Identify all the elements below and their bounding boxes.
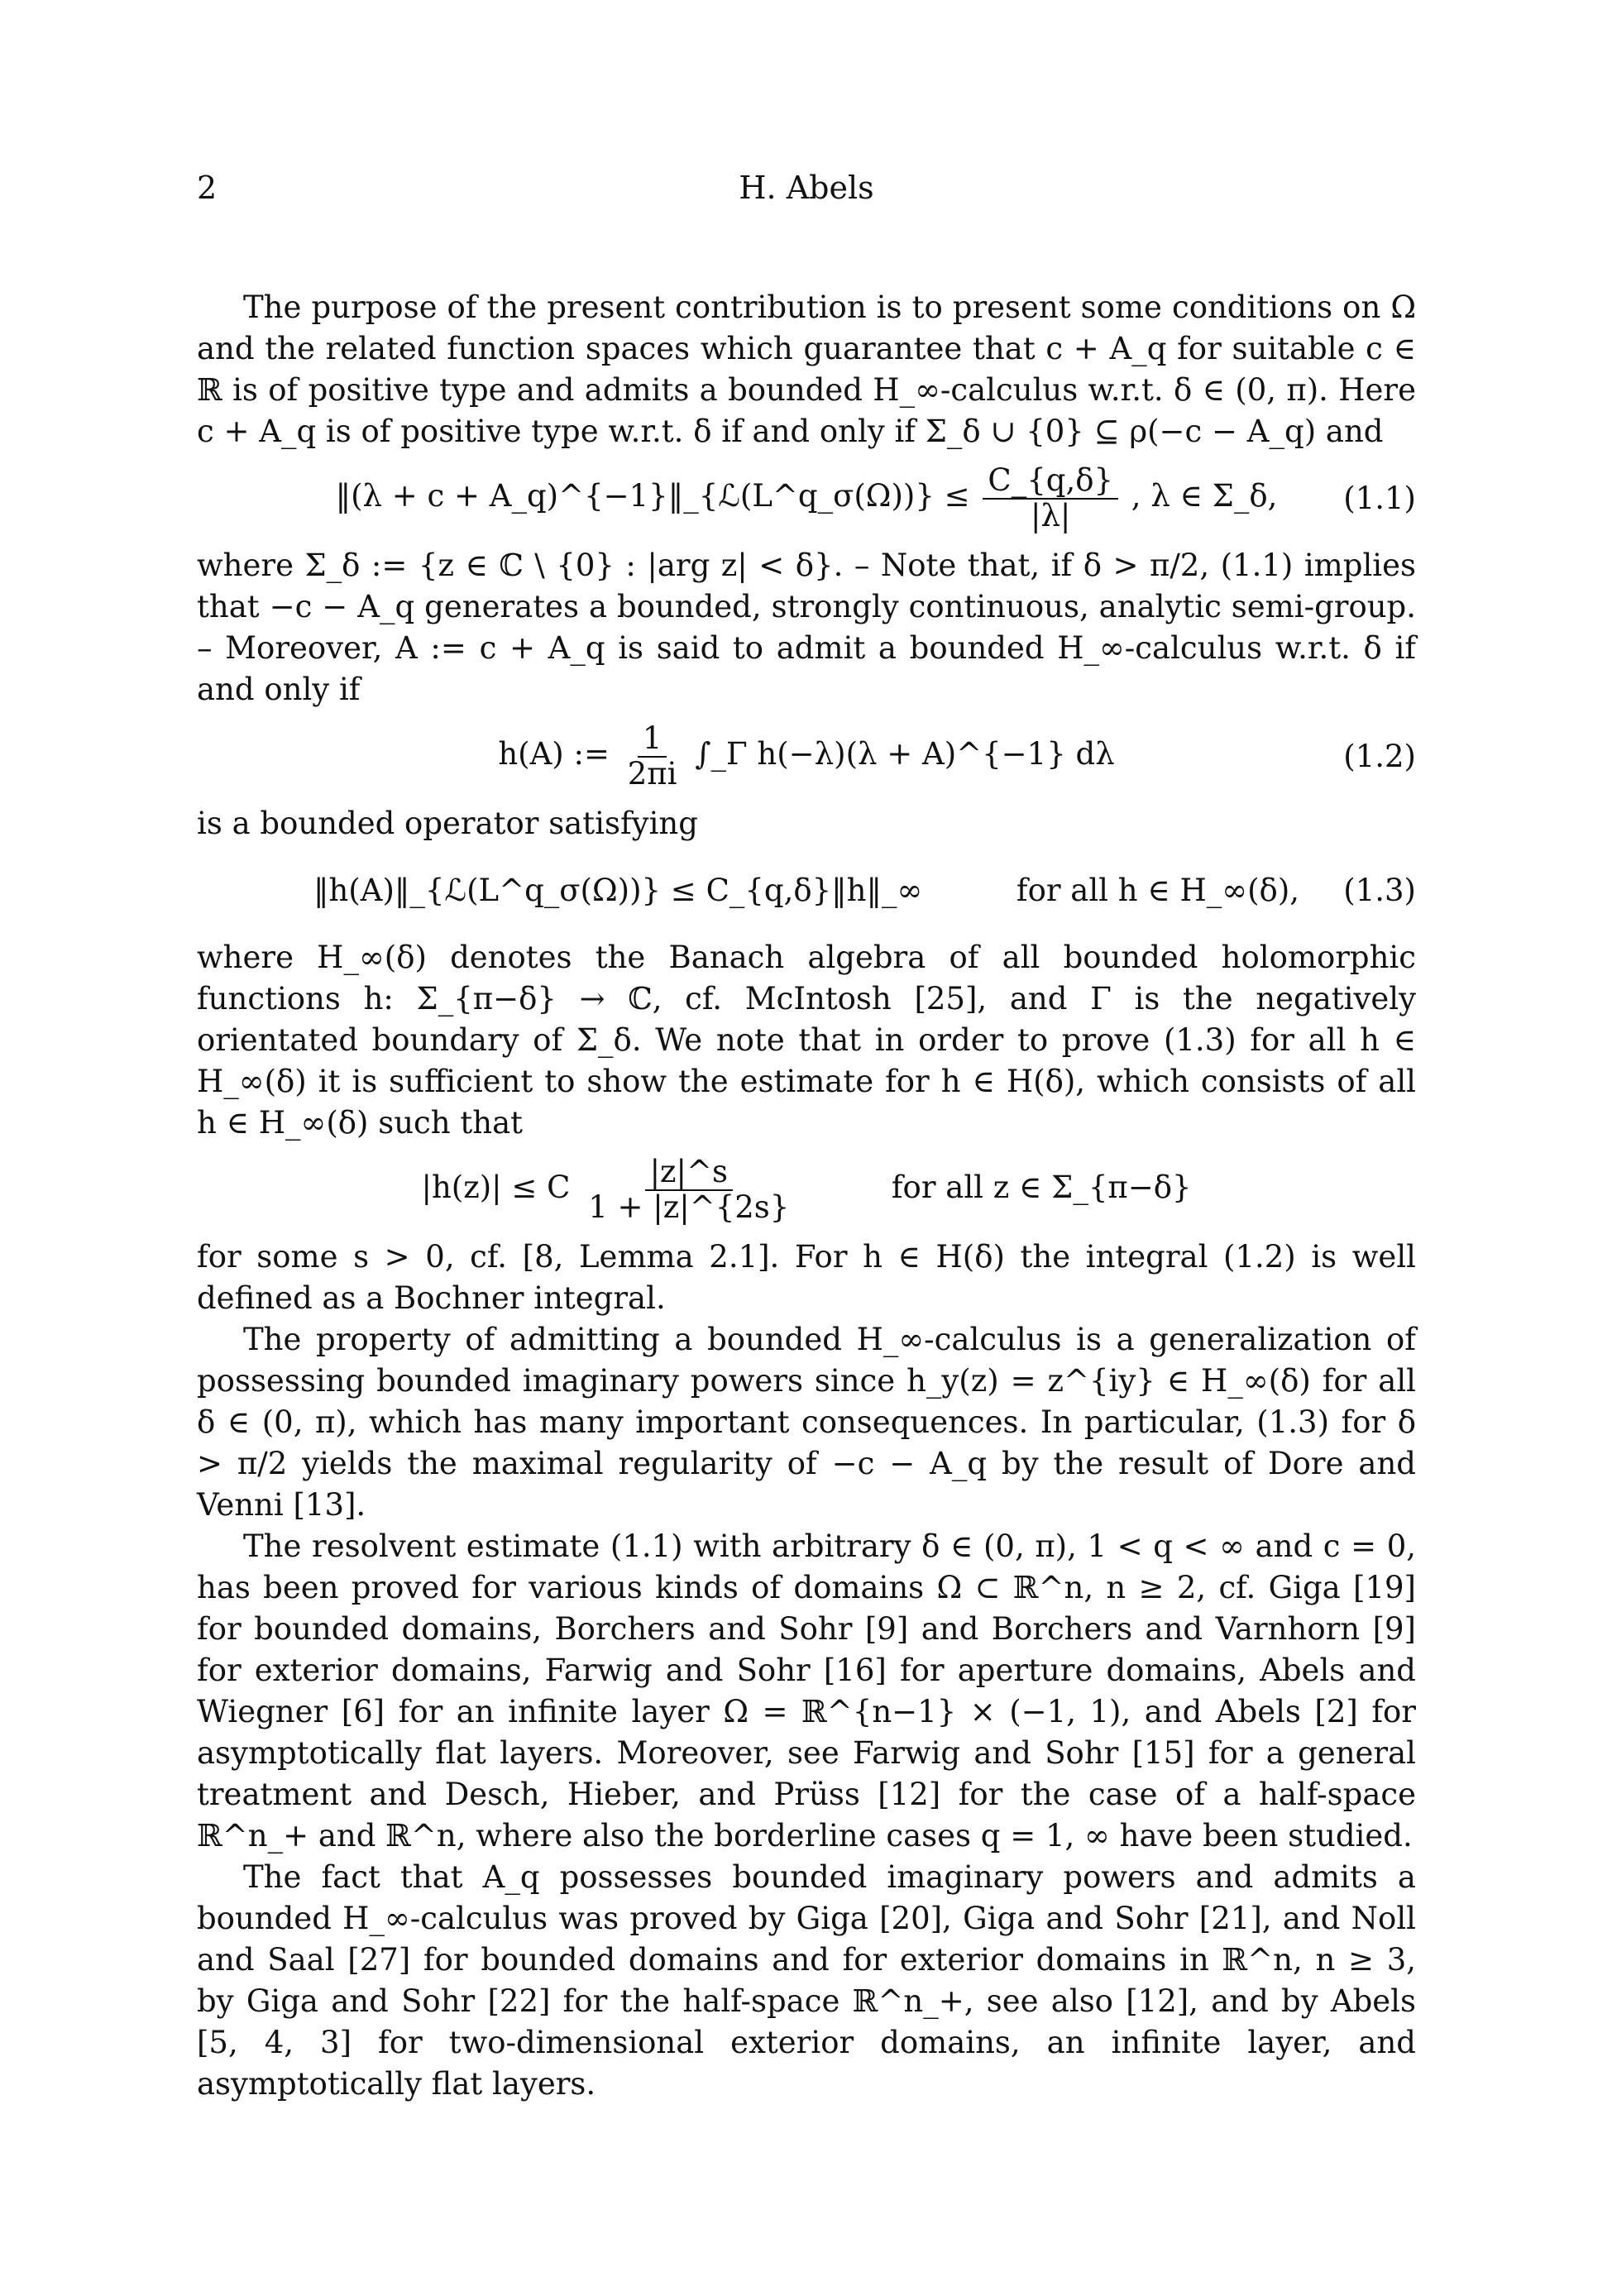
page-header [197, 170, 1416, 222]
running-head: H. Abels [739, 170, 874, 206]
paper-body [197, 287, 1416, 2105]
paragraph: The property of admitting a bounded H_∞-calculus is a generalization of possessing bounded imaginary powers since h_y(z) = z^{iy} ∈ H_∞(δ) for all δ ∈ (0, π), which has many important consequences. In particular, (1.3) for δ > π/2 yields the maximal regularity of −c − A_q by the result of Dore and Venni [13]. [197, 1322, 1416, 1523]
equation-unnumbered [197, 1144, 1416, 1236]
equation-1-2 [197, 710, 1416, 803]
paragraph: The purpose of the present contribution is to present some conditions on Ω and the related function spaces which guarantee that c + A_q for suitable c ∈ ℝ is of positive type and admits a bounded H_∞-calculus w.r.t. δ ∈ (0, π). Here c + A_q is of positive type w.r.t. δ if and only if Σ_δ ∪ {0} ⊆ ρ(−c − A_q) and [197, 289, 1416, 449]
eq2-frac-denominator: 2πi [627, 756, 677, 792]
eq4-condition: for all z ∈ Σ_{π−δ} [891, 1170, 1192, 1206]
equation-1-1 [197, 452, 1416, 545]
eq2-rhs: h(−λ)(λ + A)^{−1} dλ [757, 736, 1115, 773]
paragraph: where H_∞(δ) denotes the Banach algebra of all bounded holomorphic functions h: Σ_{π−δ} → ℂ, cf. McIntosh [25], and Γ is the negatively orientated boundary of Σ_δ. We note that in order to prove (1.3) for all h ∈ H_∞(δ) it is sufficient to show the estimate for h ∈ H(δ), which consists of all h ∈ H_∞(δ) such that [197, 940, 1416, 1141]
eq1-lhs: ‖(λ + c + A_q)^{−1}‖_{ℒ(L^q_σ(Ω))} ≤ [335, 478, 970, 514]
equation-number: (1.2) [1343, 739, 1416, 774]
eq1-fraction [983, 464, 1118, 533]
paragraph: is a bounded operator satisfying [197, 806, 698, 841]
paragraph: for some s > 0, cf. [8, Lemma 2.1]. For h ∈ H(δ) the integral (1.2) is well defined as a Bochner integral. [197, 1239, 1416, 1316]
eq2-fraction [623, 722, 682, 791]
paragraph: The fact that A_q possesses bounded imaginary powers and admits a bounded H_∞-calculus was proved by Giga [20], Giga and Sohr [21], and Noll and Saal [27] for bounded domains and for exterior domains in ℝ^n, n ≥ 3, by Giga and Sohr [22] for the half-space ℝ^n_+, see also [12], and by Abels [5, 4, 3] for two-dimensional exterior domains, an infinite layer, and asymptotically flat layers. [197, 1859, 1416, 2102]
eq1-frac-denominator: |λ| [1031, 498, 1071, 533]
integral-sign: ∫_Γ [695, 736, 748, 773]
paper-page [197, 170, 1416, 2105]
page-number: 2 [197, 170, 218, 206]
eq4-frac-numerator: |z|^s [645, 1155, 733, 1191]
paragraph: The resolvent estimate (1.1) with arbitrary δ ∈ (0, π), 1 < q < ∞ and c = 0, has been proved for various kinds of domains Ω ⊂ ℝ^n, n ≥ 2, cf. Giga [19] for bounded domains, Borchers and Sohr [9] and Borchers and Varnhorn [9] for exterior domains, Farwig and Sohr [16] for aperture domains, Abels and Wiegner [6] for an infinite layer Ω = ℝ^{n−1} × (−1, 1), and Abels [2] for asymptotically flat layers. Moreover, see Farwig and Sohr [15] for a general treatment and Desch, Hieber, and Prüss [12] for the case of a half-space ℝ^n_+ and ℝ^n, where also the borderline cases q = 1, ∞ have been studied. [197, 1528, 1416, 1854]
eq2-lhs: h(A) := [498, 736, 610, 773]
equation-number: (1.3) [1343, 873, 1416, 908]
eq4-fraction [583, 1155, 794, 1224]
paragraph: where Σ_δ := {z ∈ ℂ \ {0} : |arg z| < δ}. – Note that, if δ > π/2, (1.1) implies that −c − A_q generates a bounded, strongly continuous, analytic semi-group. – Moreover, A := c + A_q is said to admit a bounded H_∞-calculus w.r.t. δ if and only if [197, 548, 1416, 707]
equation-1-3 [197, 844, 1416, 937]
eq3-condition: for all h ∈ H_∞(δ), [1016, 873, 1300, 908]
eq1-frac-numerator: C_{q,δ} [983, 464, 1118, 500]
eq4-lhs: |h(z)| ≤ C [421, 1170, 571, 1206]
eq2-frac-numerator: 1 [638, 722, 667, 758]
equation-number: (1.1) [1343, 481, 1416, 516]
eq1-condition: , λ ∈ Σ_δ, [1131, 478, 1278, 514]
eq3-lhs: ‖h(A)‖_{ℒ(L^q_σ(Ω))} ≤ C_{q,δ}‖h‖_∞ [313, 873, 923, 908]
eq4-frac-denominator: 1 + |z|^{2s} [588, 1189, 790, 1225]
